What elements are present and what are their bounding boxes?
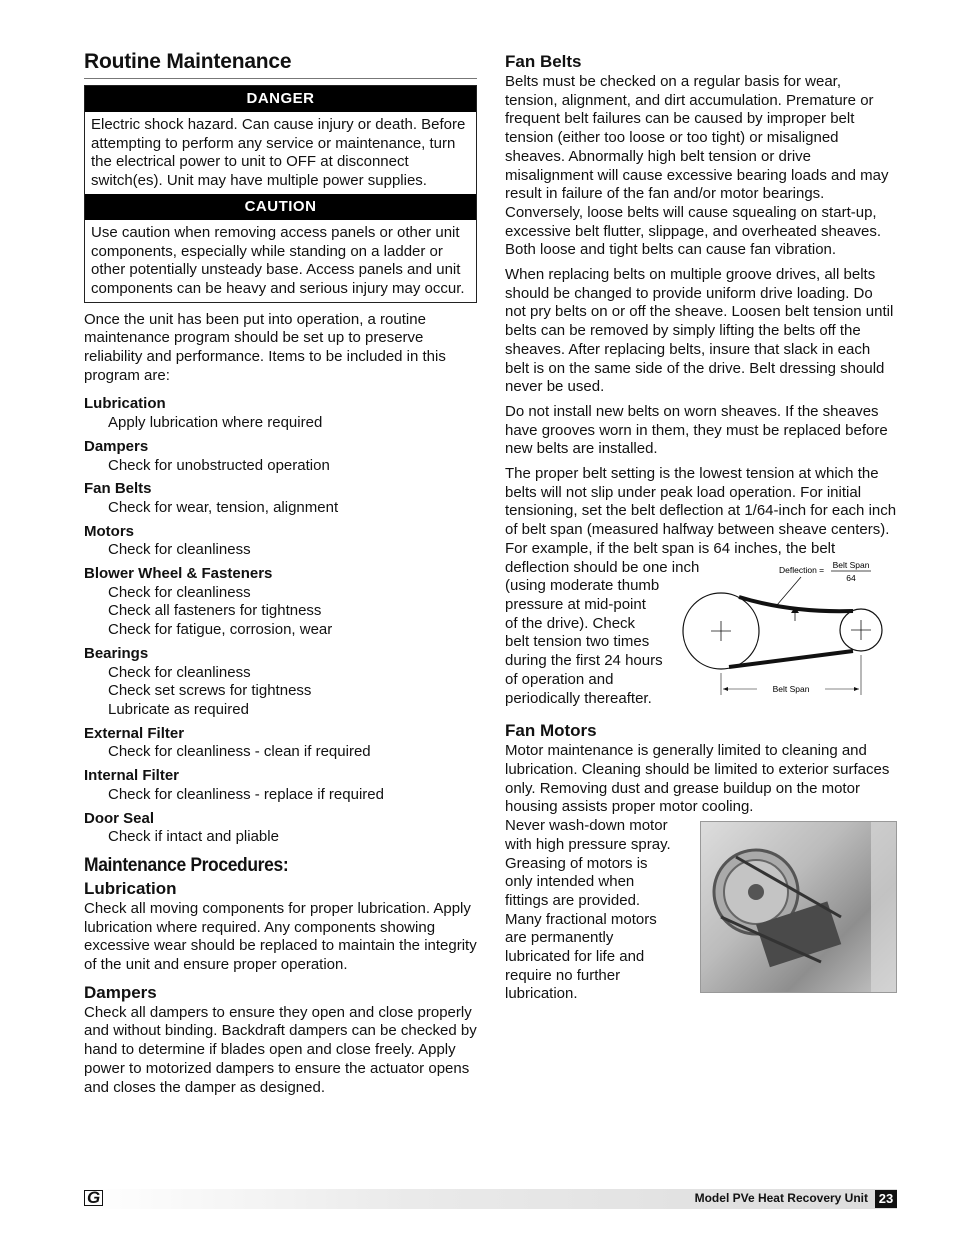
maintenance-item-title: Lubrication (84, 395, 166, 413)
wrapped-line: pressure at mid-point (505, 595, 646, 613)
maintenance-item-title: Door Seal (84, 809, 155, 827)
dampers-heading: Dampers (84, 982, 157, 1002)
fan-belts-paragraph-1: Belts must be checked on a regular basis for wear, tension, alignment, and dirt accumulation. Premature or frequent belt failures can be caused by improper belt tension (either too loose or too tight) or misaligned sheaves. Abnormally high belt tension or drive misalignment will cause excessive bearing loads and may result in failure of the fan and/or motor bearings. Conversely, loose belts will cause squealing on start-up, excessive belt flutter, slippage, and overheated sheaves. Both loose and tight belts can cause fan vibration. (505, 73, 889, 259)
maintenance-item (84, 480, 477, 517)
maintenance-item-line: Check for cleanliness - replace if required (108, 785, 384, 803)
maintenance-item-title: Internal Filter (84, 767, 180, 785)
fan-belts-paragraph-4: The proper belt setting is the lowest tension at which the belts will not slip under peak load operation. For initial tensioning, set the belt deflection at 1/64-inch for each inch of belt span (measured halfway between sheave centers). For example, if the belt span is 64 inches, the belt deflection should be one inch (505, 465, 897, 576)
lubrication-heading: Lubrication (84, 878, 177, 898)
maintenance-item (84, 565, 477, 640)
maintenance-item-line: Check for fatigue, corrosion, wear (108, 621, 333, 639)
wrapped-line: lubrication. (505, 985, 578, 1003)
motor-figure-row (505, 817, 897, 1003)
maintenance-item-line: Check if intact and pliable (108, 828, 279, 846)
maintenance-item-title: Dampers (84, 437, 149, 455)
maintenance-item-line: Check for wear, tension, alignment (108, 498, 339, 516)
deflection-denominator: 64 (846, 573, 856, 584)
maintenance-item (84, 810, 477, 847)
fan-motors-heading: Fan Motors (505, 721, 597, 741)
belt-figure-row (505, 560, 897, 713)
deflection-numerator: Belt Span (832, 560, 870, 571)
maintenance-items-list (84, 395, 477, 846)
belt-deflection-diagram (681, 555, 897, 695)
wrapped-line: periodically thereafter. (505, 689, 652, 707)
maintenance-item-title: Bearings (84, 644, 149, 662)
fan-motor-photo (700, 821, 897, 993)
maintenance-item-title: Blower Wheel & Fasteners (84, 565, 273, 583)
fan-belts-paragraph-3: Do not install new belts on worn sheaves. If the sheaves have grooves worn in them, they must be replaced before new belts are installed. (505, 402, 888, 458)
maintenance-item-line: Apply lubrication where required (108, 414, 323, 432)
wrapped-line: require no further (505, 966, 621, 984)
wrapped-line: lubricated for life and (505, 948, 645, 966)
danger-text: Electric shock hazard. Can cause injury or death. Before attempting to perform any service or maintenance, turn the electrical power to unit to OFF at disconnect switch(es). Unit may have multiple power supplies. (91, 116, 466, 190)
left-column (84, 50, 477, 1097)
wrapped-line: Many fractional motors (505, 910, 657, 928)
warning-box (84, 85, 477, 303)
belt-span-label: Belt Span (772, 684, 810, 695)
maintenance-item-line: Check for cleanliness (108, 583, 251, 601)
maintenance-item (84, 725, 477, 762)
maintenance-item-title: Fan Belts (84, 480, 152, 498)
right-column (505, 50, 897, 1003)
page-number: 23 (875, 1190, 897, 1208)
danger-label: DANGER (85, 86, 476, 112)
wrapped-line: during the first 24 hours (505, 652, 663, 670)
procedures-title: Maintenance Procedures: (84, 854, 289, 876)
caution-text: Use caution when removing access panels or other unit components, especially while standing on a ladder or other potentially unsteady base. Access panels and unit components can be heavy and serious injury may occur. (91, 223, 465, 297)
maintenance-item (84, 523, 477, 560)
wrapped-line: of the drive). Check (505, 614, 636, 632)
maintenance-item-line: Check for cleanliness (108, 541, 251, 559)
page-title: Routine Maintenance (84, 50, 477, 79)
maintenance-item (84, 645, 477, 720)
company-logo: G (84, 1190, 103, 1206)
maintenance-item-line: Check for unobstructed operation (108, 456, 330, 474)
wrapped-line: fittings are provided. (505, 891, 641, 909)
wrapped-line: belt tension two times (505, 633, 650, 651)
maintenance-item-title: Motors (84, 522, 134, 540)
dampers-text: Check all dampers to ensure they open and close properly and without binding. Backdraft dampers can be checked by hand to determine if blades open and close freely. Apply power to motorized dampers to ensure the actuator opens and closes the damper as designed. (84, 1003, 477, 1096)
maintenance-item-line: Lubricate as required (108, 700, 249, 718)
maintenance-item-line: Check for cleanliness - clean if required (108, 743, 371, 761)
intro-paragraph: Once the unit has been put into operation, a routine maintenance program should be set up to preserve reliability and performance. Items to be included in this program are: (84, 310, 446, 384)
fan-belts-heading: Fan Belts (505, 52, 582, 71)
deflection-label: Deflection = (779, 565, 825, 576)
footer-model-name: Model PVe Heat Recovery Unit (694, 1191, 868, 1205)
maintenance-item-line: Check all fasteners for tightness (108, 602, 322, 620)
maintenance-item (84, 767, 477, 804)
fan-motors-paragraph-1: Motor maintenance is generally limited to cleaning and lubrication. Cleaning should be limited to exterior surfaces only. Removing dust and grease buildup on the motor housing assists proper motor cooling. (505, 742, 890, 816)
wrapped-line: Greasing of motors is (505, 854, 648, 872)
wrapped-line: only intended when (505, 873, 635, 891)
maintenance-item-line: Check for cleanliness (108, 663, 251, 681)
wrapped-line: of operation and (505, 670, 614, 688)
lubrication-text: Check all moving components for proper lubrication. Apply lubrication where required. Any components showing excessive wear should be replaced to maintain the integrity of the unit and ensure proper operation. (84, 899, 477, 974)
wrapped-line: Never wash-down motor (505, 817, 668, 835)
wrapped-line: are permanently (505, 929, 614, 947)
maintenance-item (84, 395, 477, 432)
maintenance-item-title: External Filter (84, 724, 185, 742)
fan-belts-paragraph-2: When replacing belts on multiple groove drives, all belts should be changed to provide uniform drive loading. Do not pry belts on or off the sheave. Loosen belt tension until belts can be removed by simply lifting the belts off the sheaves. After replacing belts, insure that slack in each belt is on the same side of the drive. Belt dressing should never be used. (505, 266, 894, 396)
maintenance-item-line: Check set screws for tightness (108, 682, 312, 700)
wrapped-line: (using moderate thumb (505, 577, 660, 595)
wrapped-line: with high pressure spray. (505, 835, 671, 853)
maintenance-item (84, 438, 477, 475)
caution-label: CAUTION (85, 194, 476, 220)
